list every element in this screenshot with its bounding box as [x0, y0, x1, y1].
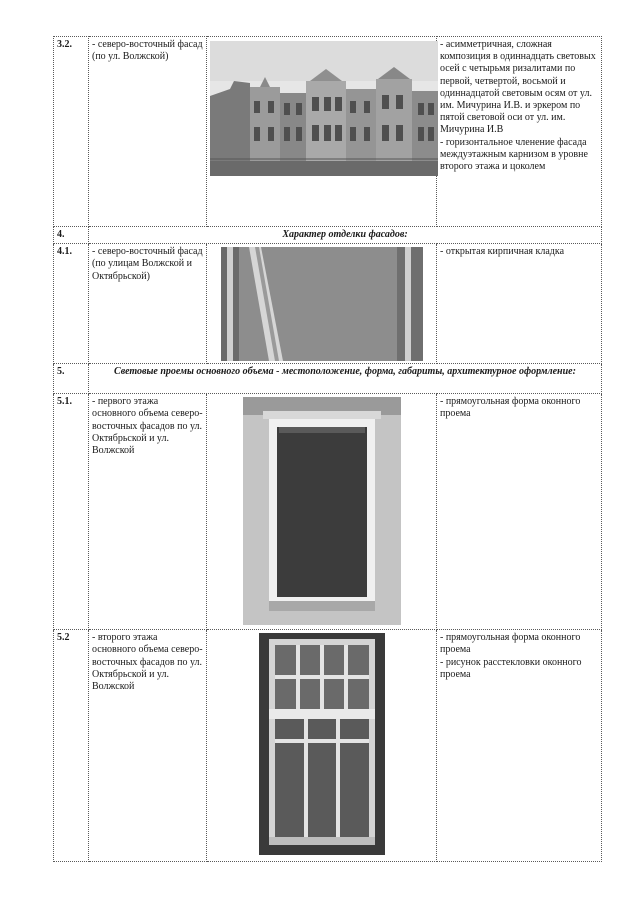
row-description: - второго этажа основного объема северо-восточных фасадов по ул. Октябрьской и ул. Волжской: [89, 630, 207, 862]
row-notes: [437, 630, 602, 862]
photo-cell: [207, 37, 437, 227]
photo-cell: [207, 244, 437, 364]
row-notes: [437, 394, 602, 630]
note-line: - рисунок расстекловки оконного проема: [440, 656, 582, 680]
table-row: [54, 244, 602, 364]
row-number: 5.2: [54, 630, 89, 862]
section-number: 4.: [54, 227, 89, 244]
facade-photo: [210, 41, 438, 176]
row-description: - северо-восточный фасад (по улицам Волжской и Октябрьской): [89, 244, 207, 364]
row-notes: [437, 37, 602, 227]
photo-cell: [207, 394, 437, 630]
table-row: [54, 630, 602, 862]
row-description: - северо-восточный фасад (по ул. Волжской): [89, 37, 207, 227]
note-line: - прямоугольная форма оконного проема: [440, 396, 581, 420]
section-title: Характер отделки фасадов:: [89, 227, 602, 244]
note-line: - горизонтальное членение фасада междуэтажным карнизом в уровне второго этажа и цоколем: [440, 136, 588, 173]
brick-wall-photo: [221, 247, 423, 361]
note-line: - открытая кирпичная кладка: [440, 246, 565, 258]
section-header-row: [54, 227, 602, 244]
monument-subject-table: [53, 36, 602, 862]
photo-cell: [207, 630, 437, 862]
section-title: Световые проемы основного объема - местоположение, форма, габариты, архитектурное оформление:: [89, 364, 602, 394]
window-first-floor-photo: [243, 397, 401, 625]
row-number: 3.2.: [54, 37, 89, 227]
row-number: 5.1.: [54, 394, 89, 630]
table-row: [54, 394, 602, 630]
note-line: - прямоугольная форма оконного проема: [440, 632, 581, 656]
window-second-floor-photo: [259, 633, 385, 855]
row-number: 4.1.: [54, 244, 89, 364]
row-notes: [437, 244, 602, 364]
table-row: [54, 37, 602, 227]
row-description: - первого этажа основного объема северо-восточных фасадов по ул. Октябрьской и ул. Волжской: [89, 394, 207, 630]
section-header-row: [54, 364, 602, 394]
section-number: 5.: [54, 364, 89, 394]
note-line: - асимметричная, сложная композиция в одиннадцать световых осей с четырьмя ризалитами по первой, четвертой, восьмой и одиннадцатой световым осям от ул. им. Мичурина И.В. и эркером по пятой световой оси от ул. им. Мичурина И.В: [440, 39, 596, 136]
